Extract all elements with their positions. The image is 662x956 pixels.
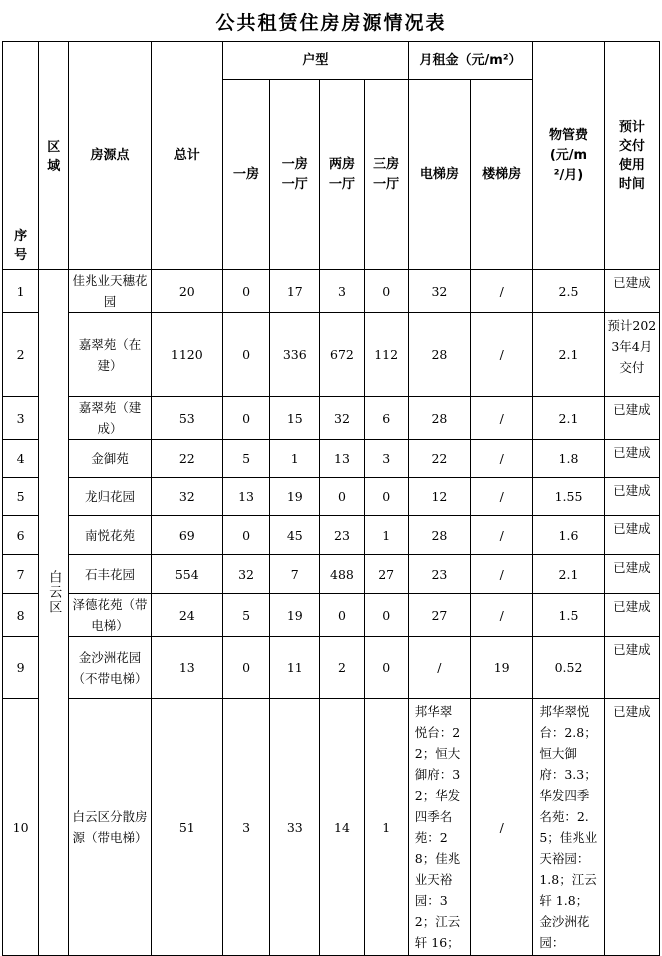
- row-seq: 3: [3, 397, 39, 440]
- row-elevator-rent: 邦华翠悦台：22；恒大御府：32；华发四季名苑：28；佳兆业天裕园：32；江云轩 16；: [408, 699, 470, 956]
- table-row: [3, 478, 660, 516]
- row-one-room: 32: [222, 555, 269, 594]
- header-stair: 楼梯房: [471, 80, 533, 270]
- row-one-bed-one-hall: 17: [270, 270, 320, 313]
- row-property-fee: 邦华翠悦台：2.8；恒大御府：3.3；华发四季名苑：2.5；佳兆业天裕园：1.8；江云轩 1.8；金沙洲花园：: [533, 699, 604, 956]
- row-total: 69: [151, 516, 222, 555]
- row-elevator-rent: 32: [408, 270, 470, 313]
- row-two-bed-one-hall: 0: [320, 594, 364, 637]
- row-total: 53: [151, 397, 222, 440]
- row-stair-rent: /: [471, 270, 533, 313]
- row-stair-rent: /: [471, 594, 533, 637]
- row-one-room: 0: [222, 516, 269, 555]
- row-source: 龙归花园: [69, 478, 151, 516]
- row-one-room: 0: [222, 637, 269, 699]
- table-row: [3, 440, 660, 478]
- row-elevator-rent: 28: [408, 313, 470, 397]
- row-one-room: 0: [222, 270, 269, 313]
- row-source: 南悦花苑: [69, 516, 151, 555]
- row-two-bed-one-hall: 23: [320, 516, 364, 555]
- header-three-bed-one-hall: 三房一厅: [364, 80, 408, 270]
- row-two-bed-one-hall: 2: [320, 637, 364, 699]
- row-seq: 10: [3, 699, 39, 956]
- header-unit-type: 户型: [222, 42, 408, 80]
- header-seq: 序号: [3, 42, 39, 270]
- row-source: 金御苑: [69, 440, 151, 478]
- row-seq: 7: [3, 555, 39, 594]
- header-district: 区域: [39, 42, 69, 270]
- table-row: [3, 397, 660, 440]
- row-one-bed-one-hall: 19: [270, 478, 320, 516]
- row-two-bed-one-hall: 3: [320, 270, 364, 313]
- row-property-fee: 2.5: [533, 270, 604, 313]
- row-property-fee: 0.52: [533, 637, 604, 699]
- district-cell: [39, 270, 69, 956]
- table-row: [3, 270, 660, 313]
- row-total: 20: [151, 270, 222, 313]
- row-source: 石丰花园: [69, 555, 151, 594]
- row-delivery: 预计2023年4月交付: [604, 313, 659, 397]
- row-seq: 5: [3, 478, 39, 516]
- row-delivery: 已建成: [604, 270, 659, 313]
- row-two-bed-one-hall: 32: [320, 397, 364, 440]
- row-three-bed-one-hall: 6: [364, 397, 408, 440]
- header-property-fee: 物管费(元/m²/月): [533, 42, 604, 270]
- row-total: 13: [151, 637, 222, 699]
- row-one-room: 0: [222, 313, 269, 397]
- page-title: 公共租赁住房房源情况表: [215, 12, 447, 34]
- row-one-bed-one-hall: 45: [270, 516, 320, 555]
- header-two-bed-one-hall: 两房一厅: [320, 80, 364, 270]
- row-total: 1120: [151, 313, 222, 397]
- table-row: [3, 594, 660, 637]
- housing-table: [2, 41, 660, 956]
- row-one-bed-one-hall: 11: [270, 637, 320, 699]
- row-stair-rent: /: [471, 478, 533, 516]
- table-row: [3, 313, 660, 397]
- row-stair-rent: /: [471, 699, 533, 956]
- row-one-room: 0: [222, 397, 269, 440]
- row-stair-rent: /: [471, 440, 533, 478]
- row-elevator-rent: 12: [408, 478, 470, 516]
- row-total: 554: [151, 555, 222, 594]
- row-total: 22: [151, 440, 222, 478]
- row-stair-rent: /: [471, 555, 533, 594]
- row-two-bed-one-hall: 14: [320, 699, 364, 956]
- header-delivery: 预计交付使用时间: [604, 42, 659, 270]
- row-stair-rent: /: [471, 516, 533, 555]
- header-rent: 月租金（元/m²）: [408, 42, 533, 80]
- row-property-fee: 1.6: [533, 516, 604, 555]
- row-one-bed-one-hall: 15: [270, 397, 320, 440]
- row-one-bed-one-hall: 7: [270, 555, 320, 594]
- row-stair-rent: /: [471, 397, 533, 440]
- row-delivery: 已建成: [604, 555, 659, 594]
- row-source: 泽德花苑（带电梯）: [69, 594, 151, 637]
- header-elevator: 电梯房: [408, 80, 470, 270]
- row-elevator-rent: 27: [408, 594, 470, 637]
- row-one-bed-one-hall: 336: [270, 313, 320, 397]
- header-one-bed-one-hall: 一房一厅: [270, 80, 320, 270]
- row-three-bed-one-hall: 3: [364, 440, 408, 478]
- row-seq: 2: [3, 313, 39, 397]
- row-delivery: 已建成: [604, 478, 659, 516]
- row-elevator-rent: /: [408, 637, 470, 699]
- table-body: [3, 270, 660, 956]
- row-one-room: 5: [222, 440, 269, 478]
- row-three-bed-one-hall: 1: [364, 699, 408, 956]
- table-row: [3, 699, 660, 956]
- row-two-bed-one-hall: 0: [320, 478, 364, 516]
- row-elevator-rent: 28: [408, 397, 470, 440]
- district-label: 白云区: [46, 570, 62, 615]
- row-delivery: 已建成: [604, 699, 659, 956]
- row-property-fee: 2.1: [533, 313, 604, 397]
- row-seq: 8: [3, 594, 39, 637]
- row-delivery: 已建成: [604, 637, 659, 699]
- row-three-bed-one-hall: 1: [364, 516, 408, 555]
- table-row: [3, 516, 660, 555]
- row-three-bed-one-hall: 0: [364, 478, 408, 516]
- row-delivery: 已建成: [604, 397, 659, 440]
- row-property-fee: 1.8: [533, 440, 604, 478]
- row-one-bed-one-hall: 33: [270, 699, 320, 956]
- row-stair-rent: 19: [471, 637, 533, 699]
- row-source: 白云区分散房源（带电梯）: [69, 699, 151, 956]
- table-row: [3, 637, 660, 699]
- row-two-bed-one-hall: 488: [320, 555, 364, 594]
- row-seq: 1: [3, 270, 39, 313]
- row-source: 金沙洲花园（不带电梯）: [69, 637, 151, 699]
- row-two-bed-one-hall: 13: [320, 440, 364, 478]
- row-property-fee: 1.5: [533, 594, 604, 637]
- row-delivery: 已建成: [604, 516, 659, 555]
- row-source: 佳兆业天穗花园: [69, 270, 151, 313]
- row-one-room: 13: [222, 478, 269, 516]
- header-source: 房源点: [69, 42, 151, 270]
- row-total: 51: [151, 699, 222, 956]
- row-seq: 6: [3, 516, 39, 555]
- row-one-room: 3: [222, 699, 269, 956]
- row-one-bed-one-hall: 1: [270, 440, 320, 478]
- row-delivery: 已建成: [604, 440, 659, 478]
- row-elevator-rent: 22: [408, 440, 470, 478]
- row-two-bed-one-hall: 672: [320, 313, 364, 397]
- row-elevator-rent: 28: [408, 516, 470, 555]
- row-three-bed-one-hall: 27: [364, 555, 408, 594]
- row-three-bed-one-hall: 0: [364, 637, 408, 699]
- header-row-1: [3, 42, 660, 80]
- row-stair-rent: /: [471, 313, 533, 397]
- row-three-bed-one-hall: 0: [364, 594, 408, 637]
- row-property-fee: 2.1: [533, 555, 604, 594]
- row-seq: 9: [3, 637, 39, 699]
- row-elevator-rent: 23: [408, 555, 470, 594]
- row-property-fee: 2.1: [533, 397, 604, 440]
- row-total: 24: [151, 594, 222, 637]
- row-source: 嘉翠苑（建成）: [69, 397, 151, 440]
- row-total: 32: [151, 478, 222, 516]
- row-property-fee: 1.55: [533, 478, 604, 516]
- row-three-bed-one-hall: 112: [364, 313, 408, 397]
- row-one-bed-one-hall: 19: [270, 594, 320, 637]
- table-row: [3, 555, 660, 594]
- row-delivery: 已建成: [604, 594, 659, 637]
- header-total: 总计: [151, 42, 222, 270]
- row-one-room: 5: [222, 594, 269, 637]
- row-three-bed-one-hall: 0: [364, 270, 408, 313]
- row-source: 嘉翠苑（在建）: [69, 313, 151, 397]
- header-one-room: 一房: [222, 80, 269, 270]
- row-seq: 4: [3, 440, 39, 478]
